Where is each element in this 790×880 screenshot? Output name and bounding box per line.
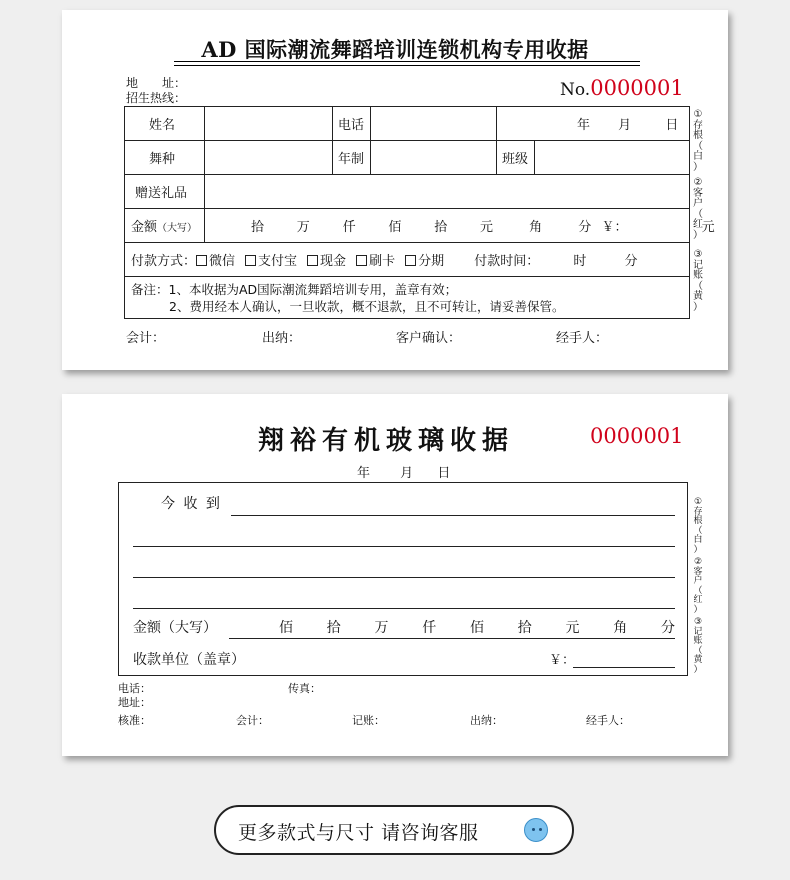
name-field[interactable]: [205, 107, 333, 141]
yen-line[interactable]: [573, 667, 675, 668]
name-label: 姓名: [125, 107, 205, 141]
unit-label: 仟: [422, 620, 437, 636]
address-label: 地址：: [118, 696, 151, 709]
unit-label: 仟: [342, 220, 356, 235]
dance-label: 舞种: [125, 141, 205, 175]
phone-field[interactable]: [371, 107, 497, 141]
dance-receipt: [62, 10, 728, 370]
unit-label: 拾: [517, 620, 532, 636]
footer-bookkeeper: 记账：: [352, 714, 385, 727]
footer-accountant: 会计：: [236, 714, 269, 727]
note-line: 2、费用经本人确认，一旦收款，概不退款，且不可转让，请妥善保管。: [169, 298, 565, 314]
payment-row: [125, 243, 690, 277]
notes: [125, 277, 690, 319]
footer-handler: 经手人：: [556, 331, 609, 346]
receipt-title: AD 国际潮流舞蹈培训连锁机构专用收据: [201, 37, 589, 62]
unit-label: 元: [479, 220, 493, 235]
unit-label: 角: [613, 620, 628, 636]
glass-receipt: [62, 394, 728, 756]
alipay-checkbox[interactable]: [245, 255, 256, 266]
title-underline: [174, 61, 640, 62]
amount-units: [279, 617, 675, 637]
footer-handler: 经手人：: [586, 714, 630, 727]
chat-bubble-icon: [524, 818, 548, 842]
received-from-label: 今 收 到: [161, 496, 222, 512]
copy-label-bookkeeping: ③ 记 账 （ 黄 ）: [693, 249, 703, 313]
month-label: 月: [400, 466, 414, 481]
copy-label-customer: ② 客 户 （ 红 ）: [693, 557, 703, 615]
copy-label-customer: ② 客 户 （ 红 ）: [693, 177, 703, 241]
table-row: [125, 107, 690, 141]
amount-label-suffix: （大写）: [157, 223, 198, 234]
serial-digits: 0000001: [590, 76, 684, 100]
content-line[interactable]: [133, 546, 675, 547]
contact-service-button[interactable]: [214, 805, 574, 855]
unit-label: 拾: [434, 220, 448, 235]
month-label: 月: [618, 118, 632, 133]
unit-label: 佰: [470, 620, 484, 636]
class-label: 班级: [497, 141, 535, 175]
minute-label: 分: [624, 254, 638, 269]
contact-service-text: 更多款式与尺寸 请咨询客服: [238, 822, 479, 844]
option-label: 刷卡: [369, 254, 396, 269]
option-label: 支付宝: [258, 254, 298, 269]
card-checkbox[interactable]: [356, 255, 367, 266]
footer-customer-confirm: 客户确认：: [396, 331, 462, 346]
yen-label: ￥：: [549, 653, 576, 668]
hour-label: 时: [573, 254, 587, 269]
serial-number: [560, 76, 684, 100]
date-field[interactable]: [497, 107, 690, 141]
amount-label-text: 金额: [131, 220, 158, 235]
receipt-body: [118, 482, 688, 676]
phone-label: 电话: [333, 107, 371, 141]
unit-label: 分: [661, 620, 675, 636]
amount-line[interactable]: [229, 638, 675, 639]
content-line[interactable]: [133, 577, 675, 578]
amount-units: [251, 216, 493, 235]
copy-label-bookkeeping: ③ 记 账 （ 黄 ）: [693, 617, 703, 675]
dance-field[interactable]: [205, 141, 333, 175]
footer-approve: 核准：: [118, 714, 151, 727]
unit-label: 万: [374, 620, 389, 636]
date-line: [357, 462, 450, 481]
table-row: [125, 141, 690, 175]
serial-prefix: No.: [560, 80, 591, 100]
term-label: 年制: [333, 141, 371, 175]
year-label: 年: [577, 118, 591, 133]
amount-label: [125, 209, 205, 243]
fax-label: 传真：: [288, 682, 321, 695]
option-label: 现金: [320, 254, 347, 269]
day-label: 日: [437, 466, 451, 481]
unit-label: 万: [296, 220, 310, 235]
content-line[interactable]: [133, 608, 675, 609]
day-label: 日: [665, 118, 679, 133]
unit-label: 佰: [388, 220, 402, 235]
wechat-checkbox[interactable]: [196, 255, 207, 266]
phone-label: 电话：: [118, 682, 151, 695]
copy-label-stub: ① 存 根 （ 白 ）: [693, 109, 703, 173]
footer-cashier: 出纳：: [470, 714, 503, 727]
hotline-label: 招生热线：: [126, 91, 187, 105]
option-label: 微信: [209, 254, 236, 269]
unit-label: 分: [578, 220, 592, 235]
footer-accountant: 会计：: [126, 331, 166, 346]
note-line: 备注：1、本收据为AD国际潮流舞蹈培训专用，盖章有效；: [131, 281, 458, 297]
gift-label: 赠送礼品: [125, 175, 205, 209]
installment-checkbox[interactable]: [405, 255, 416, 266]
class-field[interactable]: [535, 141, 690, 175]
address-label: 地 址：: [126, 76, 187, 90]
table-row: [125, 209, 690, 243]
unit-label: 拾: [326, 620, 341, 636]
payment-method-label: 付款方式：: [131, 254, 197, 269]
cash-checkbox[interactable]: [307, 255, 318, 266]
received-from-line[interactable]: [231, 515, 675, 516]
yen-label: ￥：: [601, 220, 628, 235]
gift-field[interactable]: [205, 175, 690, 209]
amount-label: 金额（大写）: [133, 620, 217, 636]
copy-label-stub: ① 存 根 （ 白 ）: [693, 497, 703, 555]
receipt-title: 翔裕有机玻璃收据: [258, 426, 515, 456]
table-row: [125, 175, 690, 209]
payee-label: 收款单位（盖章）: [133, 652, 245, 668]
serial-number: 0000001: [590, 424, 684, 448]
serial-number-text: [560, 76, 684, 100]
payment-time-label: 付款时间：: [474, 254, 540, 269]
unit-label: 元: [565, 620, 580, 636]
yuan-label: 元: [701, 220, 715, 235]
year-label: 年: [357, 466, 371, 481]
unit-label: 佰: [279, 620, 293, 636]
table-row: [125, 277, 690, 319]
term-field[interactable]: [371, 141, 497, 175]
footer-cashier: 出纳：: [262, 331, 302, 346]
unit-label: 拾: [251, 220, 265, 235]
title-underline: [174, 65, 640, 66]
option-label: 分期: [418, 254, 445, 269]
table-row: [125, 243, 690, 277]
unit-label: 角: [529, 220, 543, 235]
